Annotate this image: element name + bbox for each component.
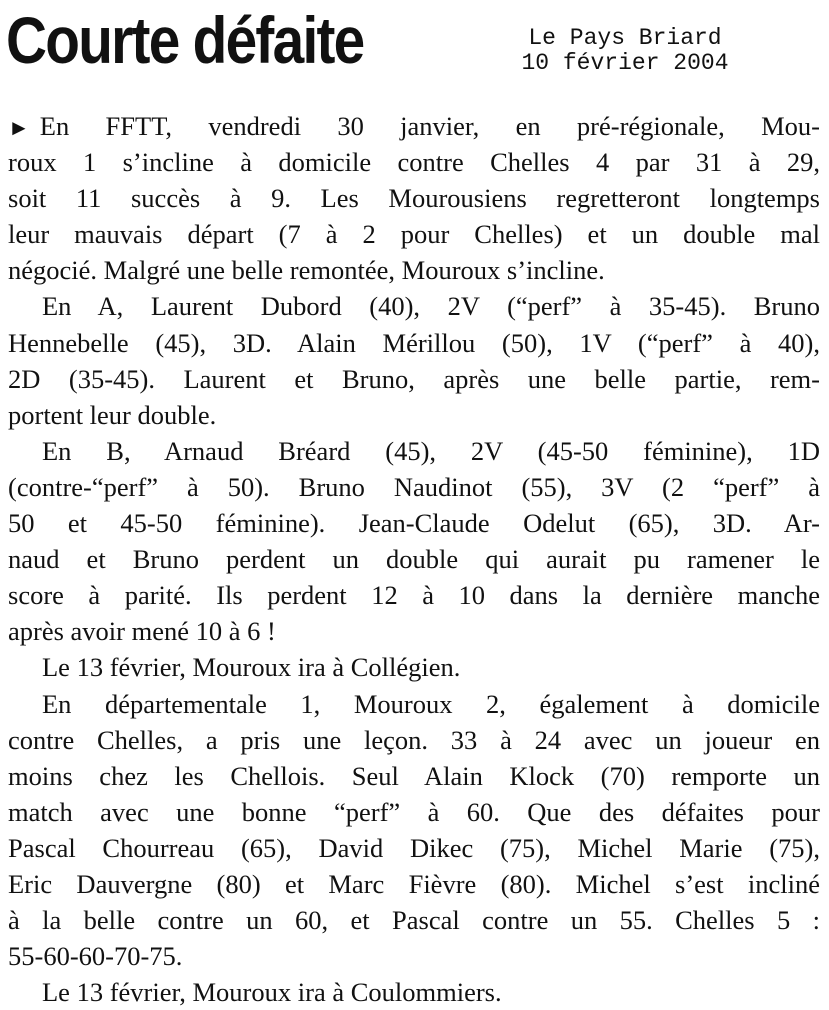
text-line: 55-60-60-70-75. xyxy=(8,941,183,972)
text-line: moins chez les Chellois. Seul Alain Klock (70) remporte un xyxy=(8,760,820,791)
text-line: soit 11 succès à 9. Les Mourousiens regretteront longtemps xyxy=(8,183,820,214)
text-line: (contre-“perf” à 50). Bruno Naudinot (55), 3V (2 “perf” à xyxy=(8,471,820,502)
text-line: En départementale 1, Mouroux 2, également à domicile xyxy=(42,688,820,719)
article-body xyxy=(8,108,820,1010)
article-headline: Courte défaite xyxy=(6,3,364,77)
text-line: portent leur double. xyxy=(8,399,217,430)
text-line: En A, Laurent Dubord (40), 2V (“perf” à 35-45). Bruno xyxy=(42,291,820,322)
text-line: négocié. Malgré une belle remontée, Mouroux s’incline. xyxy=(8,255,605,286)
text-line: roux 1 s’incline à domicile contre Chelles 4 par 31 à 29, xyxy=(8,147,820,178)
text-line: En B, Arnaud Bréard (45), 2V (45-50 féminine), 1D xyxy=(42,435,820,466)
text-line: Le 13 février, Mouroux ira à Coulommiers. xyxy=(42,977,502,1008)
paragraph-marker-icon: ► xyxy=(8,115,30,140)
text-line: après avoir mené 10 à 6 ! xyxy=(8,616,276,647)
source-date: 10 février 2004 xyxy=(521,50,729,76)
text-line: contre Chelles, a pris une leçon. 33 à 24 avec un joueur en xyxy=(8,724,820,755)
text-line: Le 13 février, Mouroux ira à Collégien. xyxy=(42,652,461,683)
text-line: ► En FFTT, vendredi 30 janvier, en pré-régionale, Mou- xyxy=(8,108,820,144)
text-line: Hennebelle (45), 3D. Alain Mérillou (50), 1V (“perf” à 40), xyxy=(8,327,820,358)
text-line: Pascal Chourreau (65), David Dikec (75), Michel Marie (75), xyxy=(8,832,820,863)
text-line: naud et Bruno perdent un double qui aurait pu ramener le xyxy=(8,544,820,575)
source-name: Le Pays Briard xyxy=(528,25,722,51)
text-line: leur mauvais départ (7 à 2 pour Chelles) et un double mal xyxy=(8,219,820,250)
source-block xyxy=(500,26,750,76)
text-line: score à parité. Ils perdent 12 à 10 dans la dernière manche xyxy=(8,580,820,611)
text-line: 50 et 45-50 féminine). Jean-Claude Odelut (65), 3D. Ar- xyxy=(8,508,820,539)
text-line: 2D (35-45). Laurent et Bruno, après une belle partie, rem- xyxy=(8,363,820,394)
text-line: à la belle contre un 60, et Pascal contre un 55. Chelles 5 : xyxy=(8,905,820,936)
text-line: Eric Dauvergne (80) et Marc Fièvre (80). Michel s’est incliné xyxy=(8,868,820,899)
text-line: match avec une bonne “perf” à 60. Que des défaites pour xyxy=(8,796,820,827)
